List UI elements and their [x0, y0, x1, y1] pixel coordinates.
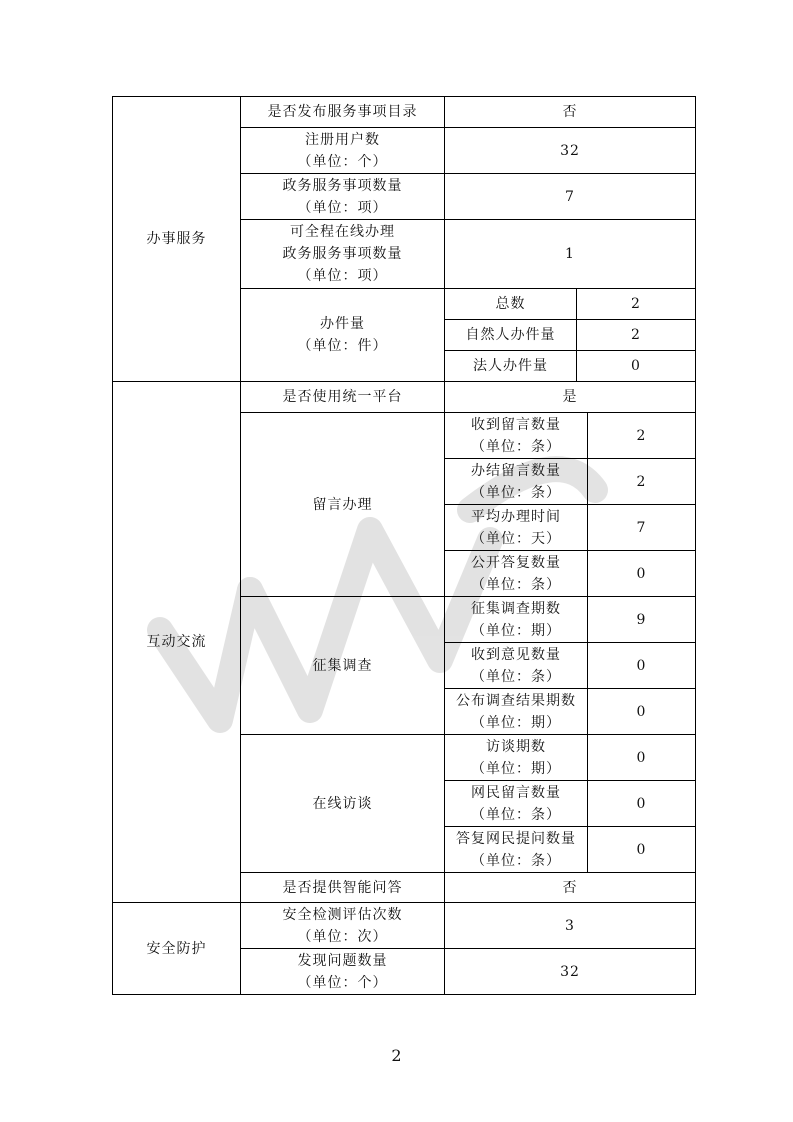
smart-qa-value: 否	[444, 872, 695, 902]
interview-row-value: 0	[587, 734, 695, 780]
messages-label: 留言办理	[240, 412, 444, 596]
interview-row-value: 0	[587, 780, 695, 826]
messages-row-value: 7	[587, 504, 695, 550]
service-items-label: 政务服务事项数量 （单位：项）	[240, 173, 444, 219]
interview-row-label: 答复网民提问数量 （单位：条）	[444, 826, 587, 872]
registered-users-value: 32	[444, 127, 695, 173]
messages-row-value: 0	[587, 550, 695, 596]
survey-row-label: 收到意见数量 （单位：条）	[444, 642, 587, 688]
survey-row-label: 公布调查结果期数 （单位：期）	[444, 688, 587, 734]
survey-row-label: 征集调查期数 （单位：期）	[444, 596, 587, 642]
publish-catalog-label: 是否发布服务事项目录	[240, 96, 444, 127]
issues-value: 32	[444, 948, 695, 994]
smart-qa-label: 是否提供智能问答	[240, 872, 444, 902]
messages-row-value: 2	[587, 412, 695, 458]
messages-row-label: 收到留言数量 （单位：条）	[444, 412, 587, 458]
survey-row-value: 0	[587, 688, 695, 734]
table-frame	[112, 96, 696, 995]
assessments-value: 3	[444, 902, 695, 948]
assessments-label: 安全检测评估次数 （单位：次）	[240, 902, 444, 948]
handling-row-value: 2	[576, 288, 695, 319]
survey-row-value: 0	[587, 642, 695, 688]
survey-row-value: 9	[587, 596, 695, 642]
section-service-label: 办事服务	[112, 96, 240, 381]
online-items-value: 1	[444, 219, 695, 288]
registered-users-label: 注册用户数 （单位：个）	[240, 127, 444, 173]
handling-row-label: 自然人办件量	[444, 319, 576, 350]
handling-row-value: 2	[576, 319, 695, 350]
online-items-label: 可全程在线办理 政务服务事项数量 （单位：项）	[240, 219, 444, 288]
messages-row-value: 2	[587, 458, 695, 504]
interview-row-label: 网民留言数量 （单位：条）	[444, 780, 587, 826]
messages-row-label: 办结留言数量 （单位：条）	[444, 458, 587, 504]
survey-label: 征集调查	[240, 596, 444, 734]
messages-row-label: 公开答复数量 （单位：条）	[444, 550, 587, 596]
page-number: 2	[391, 1046, 402, 1065]
interview-row-value: 0	[587, 826, 695, 872]
interview-row-label: 访谈期数 （单位：期）	[444, 734, 587, 780]
interview-label: 在线访谈	[240, 734, 444, 872]
issues-label: 发现问题数量 （单位：个）	[240, 948, 444, 994]
handling-row-label: 总数	[444, 288, 576, 319]
publish-catalog-value: 否	[444, 96, 695, 127]
service-items-value: 7	[444, 173, 695, 219]
section-interaction-label: 互动交流	[112, 381, 240, 902]
handling-row-value: 0	[576, 350, 695, 381]
handling-volume-label: 办件量 （单位：件）	[240, 288, 444, 381]
unified-platform-label: 是否使用统一平台	[240, 381, 444, 412]
handling-row-label: 法人办件量	[444, 350, 576, 381]
messages-row-label: 平均办理时间 （单位：天）	[444, 504, 587, 550]
section-security-label: 安全防护	[112, 902, 240, 994]
unified-platform-value: 是	[444, 381, 695, 412]
